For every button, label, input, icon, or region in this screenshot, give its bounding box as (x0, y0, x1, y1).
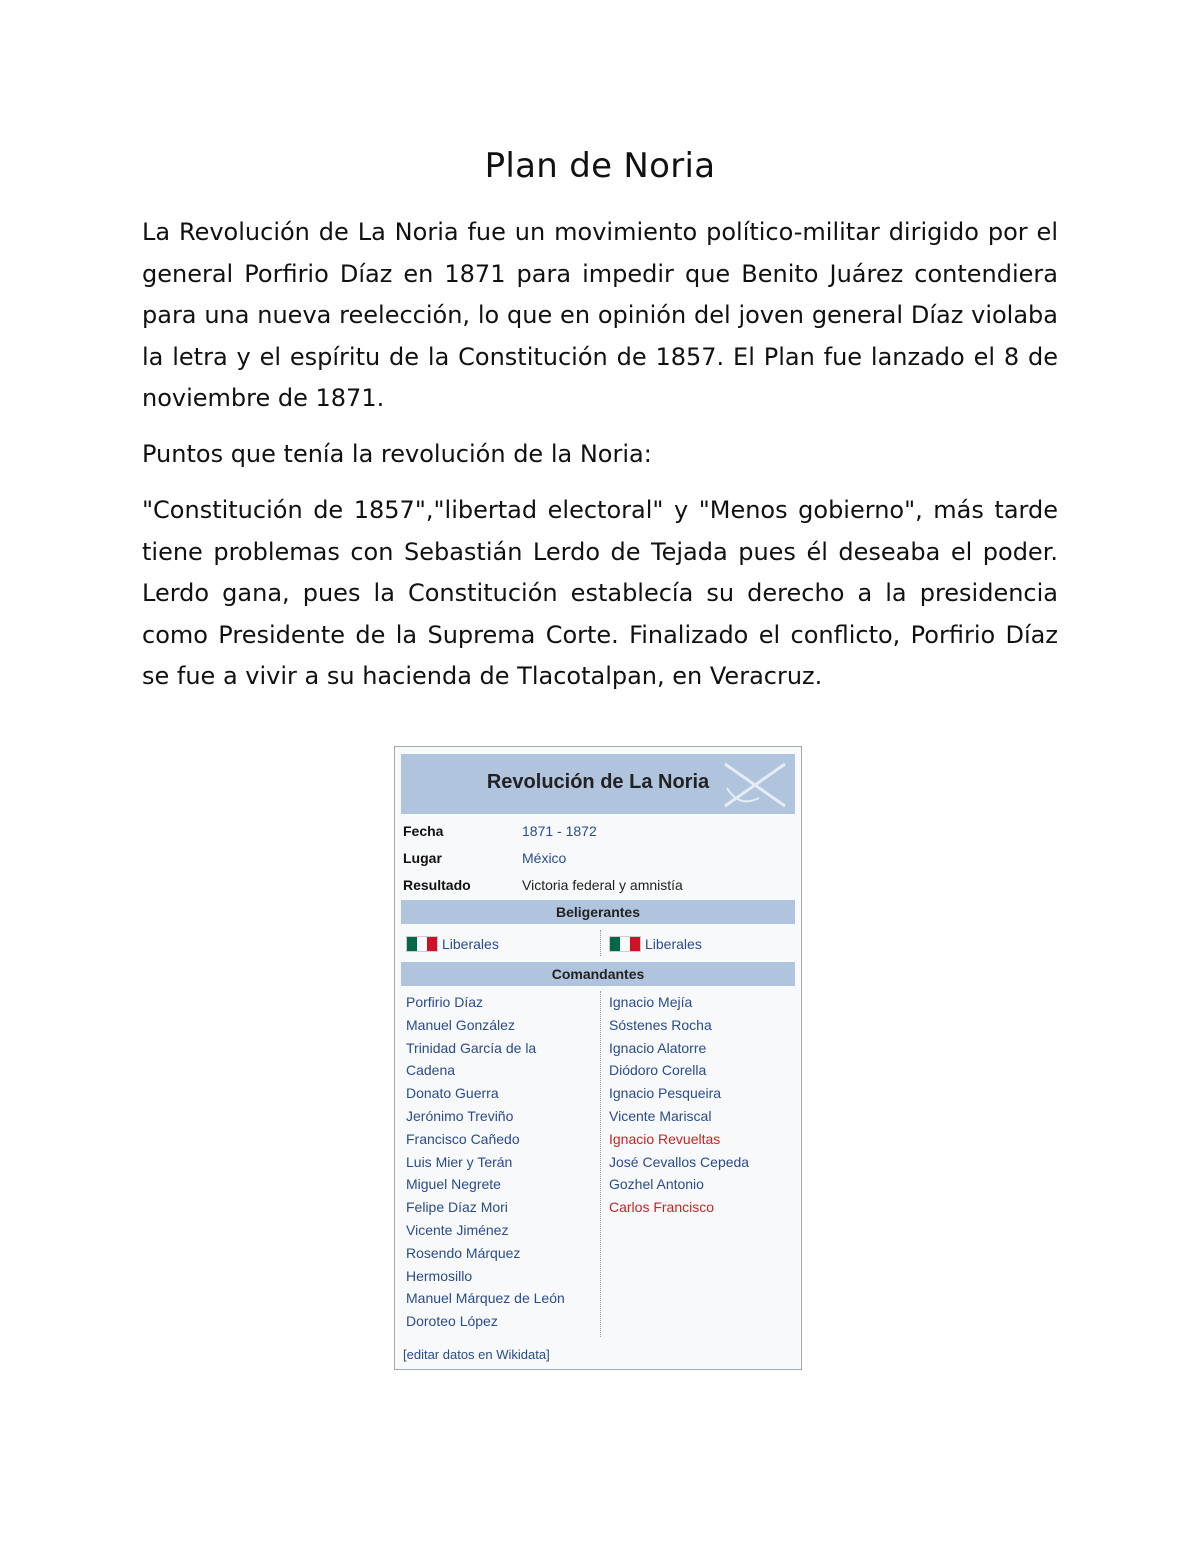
commanders-left-list (406, 991, 565, 1333)
edit-wikidata-link[interactable]: [editar datos en Wikidata] (403, 1347, 550, 1362)
infobox-label: Resultado (403, 877, 471, 893)
commander-link[interactable]: Gozhel Antonio (609, 1176, 704, 1193)
belligerent-link[interactable]: Liberales (645, 936, 702, 952)
commanders-header: Comandantes (401, 962, 795, 986)
commander-link[interactable]: Miguel Negrete (406, 1176, 501, 1193)
infobox-value-link[interactable]: México (522, 850, 567, 866)
commander-link[interactable]: Ignacio Mejía (609, 994, 693, 1010)
commander-link[interactable]: Manuel Márquez de León (406, 1290, 565, 1307)
commander-link[interactable]: Ignacio Pesqueira (609, 1085, 722, 1102)
commander-link[interactable]: Vicente Jiménez (406, 1221, 509, 1238)
commander-link[interactable]: Francisco Cañedo (406, 1130, 520, 1147)
infobox-label: Lugar (403, 850, 442, 866)
commander-link[interactable]: Rosendo Márquez (406, 1244, 521, 1261)
commander-link[interactable]: Trinidad García de la (406, 1039, 537, 1056)
belligerent-link[interactable]: Liberales (442, 936, 499, 952)
infobox-label: Fecha (403, 823, 444, 839)
commander-link[interactable]: Hermosillo (406, 1267, 473, 1284)
infobox-title: Revolución de La Noria (486, 771, 710, 793)
commander-link[interactable]: Doroteo López (406, 1313, 498, 1330)
commander-link[interactable]: Cadena (406, 1062, 456, 1079)
commander-link[interactable]: Jerónimo Treviño (406, 1107, 514, 1124)
commander-link[interactable]: Manuel González (406, 1016, 515, 1033)
infobox-image (394, 746, 802, 1370)
commanders-right-list (609, 991, 749, 1219)
commander-redlink[interactable]: Carlos Francisco (609, 1199, 715, 1216)
mexico-flag-icon (406, 936, 438, 952)
paragraph-points: "Constitución de 1857","libertad electoral" y "Menos gobierno", más tarde tiene problemas con Sebastián Lerdo de Tejada pues él deseaba el poder. Lerdo gana, pues la Constitución establecía su derecho a la presidencia como Presidente de la Suprema Corte. Finalizado el conflicto, Porfirio Díaz se fue a vivir a su hacienda de Tlacotalpan, en Veracruz. (142, 496, 1058, 690)
commander-link[interactable]: Ignacio Alatorre (609, 1039, 707, 1056)
commander-link[interactable]: Luis Mier y Terán (406, 1153, 513, 1170)
infobox-value-link[interactable]: 1871 - 1872 (522, 823, 597, 839)
mexico-flag-icon (609, 936, 641, 952)
commander-link[interactable]: Diódoro Corella (609, 1062, 707, 1079)
paragraph-points-heading: Puntos que tenía la revolución de la Noria: (142, 440, 652, 468)
column-divider (600, 991, 601, 1337)
commander-link[interactable]: Felipe Díaz Mori (406, 1199, 508, 1216)
commander-link[interactable]: Vicente Mariscal (609, 1107, 712, 1124)
infobox-value: Victoria federal y amnistía (522, 877, 683, 893)
belligerent-left (406, 933, 499, 955)
paragraph-intro: La Revolución de La Noria fue un movimiento político-militar dirigido por el general Porfirio Díaz en 1871 para impedir que Benito Juárez contendiera para una nueva reelección, lo que en opinión del joven general Díaz violaba la letra y el espíritu de la Constitución de 1857. El Plan fue lanzado el 8 de noviembre de 1871. (142, 218, 1058, 412)
infobox-header (401, 754, 795, 814)
commander-link[interactable]: Donato Guerra (406, 1085, 499, 1102)
belligerents-header: Beligerantes (401, 900, 795, 924)
document-title: Plan de Noria (484, 146, 716, 186)
commander-link[interactable]: José Cevallos Cepeda (609, 1153, 750, 1170)
commander-link[interactable]: Sóstenes Rocha (609, 1016, 712, 1033)
belligerent-right (609, 933, 702, 955)
column-divider (600, 930, 601, 956)
commander-redlink[interactable]: Ignacio Revueltas (609, 1130, 721, 1147)
commander-link[interactable]: Porfirio Díaz (406, 994, 484, 1010)
